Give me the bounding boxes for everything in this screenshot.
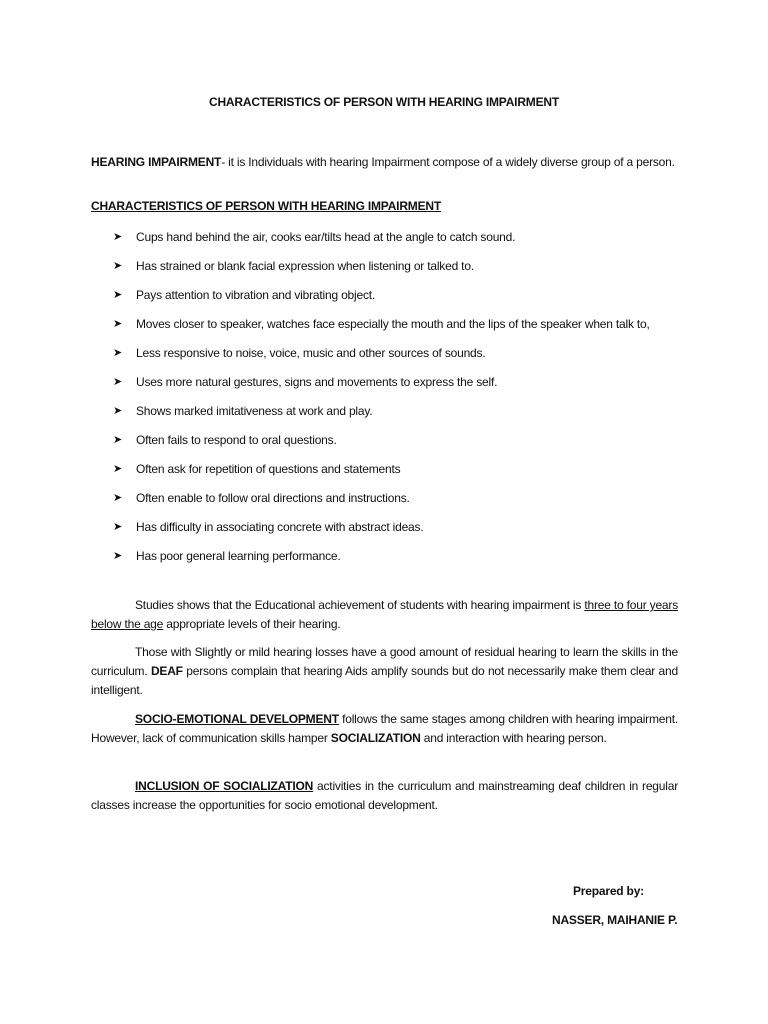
hearing-loss-text-end: persons complain that hearing Aids amplify sounds but do not necessarily make them clear and intelligent. bbox=[91, 664, 678, 697]
author-name: NASSER, MAIHANIE P. bbox=[552, 913, 678, 927]
inclusion-term: INCLUSION OF SOCIALIZATION bbox=[135, 779, 314, 793]
deaf-term: DEAF bbox=[150, 664, 183, 678]
list-item bbox=[0, 547, 681, 566]
hearing-loss-paragraph bbox=[91, 643, 678, 700]
inclusion-paragraph bbox=[91, 777, 678, 815]
arrow-bullet-icon: ➤ bbox=[113, 347, 123, 359]
list-item-text: Often enable to follow oral directions and instructions. bbox=[136, 491, 410, 505]
document-title: CHARACTERISTICS OF PERSON WITH HEARING IMPAIRMENT bbox=[209, 95, 559, 109]
socio-emotional-paragraph bbox=[91, 710, 678, 748]
list-item-text: Shows marked imitativeness at work and play. bbox=[136, 404, 373, 418]
arrow-bullet-icon: ➤ bbox=[113, 231, 123, 243]
list-item bbox=[0, 489, 681, 508]
list-item-text: Cups hand behind the air, cooks ear/tilts head at the angle to catch sound. bbox=[136, 230, 516, 244]
list-item bbox=[0, 257, 681, 276]
list-item-text: Uses more natural gestures, signs and movements to express the self. bbox=[136, 375, 498, 389]
arrow-bullet-icon: ➤ bbox=[113, 318, 123, 330]
definition-paragraph bbox=[91, 153, 681, 172]
list-item bbox=[0, 402, 681, 421]
arrow-bullet-icon: ➤ bbox=[113, 289, 123, 301]
list-item bbox=[0, 315, 681, 334]
list-item bbox=[0, 286, 681, 305]
socio-emotional-text-end: and interaction with hearing person. bbox=[420, 731, 607, 745]
achievement-paragraph bbox=[91, 596, 678, 634]
definition-text: - it is Individuals with hearing Impairment compose of a widely diverse group of a person. bbox=[221, 155, 675, 169]
arrow-bullet-icon: ➤ bbox=[113, 550, 123, 562]
socio-emotional-term: SOCIO-EMOTIONAL DEVELOPMENT bbox=[135, 712, 339, 726]
achievement-text: Studies shows that the Educational achievement of students with hearing impairment is bbox=[135, 598, 585, 612]
definition-term: HEARING IMPAIRMENT bbox=[91, 155, 222, 169]
list-item bbox=[0, 228, 681, 247]
arrow-bullet-icon: ➤ bbox=[113, 405, 123, 417]
characteristics-list bbox=[0, 228, 768, 576]
hearing-loss-text: Those with Slightly or mild hearing losses have a good amount of residual hearing to learn the skills in the curriculum. bbox=[91, 645, 678, 678]
list-item-text: Often fails to respond to oral questions. bbox=[136, 433, 337, 447]
list-item-text: Often ask for repetition of questions and statements bbox=[136, 462, 401, 476]
achievement-emphasis: three to four years below the age bbox=[91, 598, 678, 631]
list-item-text: Pays attention to vibration and vibrating object. bbox=[136, 288, 376, 302]
list-item-text: Moves closer to speaker, watches face especially the mouth and the lips of the speaker when talk to, bbox=[136, 317, 650, 331]
list-item bbox=[0, 344, 681, 363]
prepared-by-label: Prepared by: bbox=[573, 884, 644, 898]
section-heading: CHARACTERISTICS OF PERSON WITH HEARING IMPAIRMENT bbox=[91, 199, 441, 213]
list-item bbox=[0, 431, 681, 450]
arrow-bullet-icon: ➤ bbox=[113, 376, 123, 388]
arrow-bullet-icon: ➤ bbox=[113, 434, 123, 446]
list-item-text: Has strained or blank facial expression when listening or talked to. bbox=[136, 259, 474, 273]
arrow-bullet-icon: ➤ bbox=[113, 463, 123, 475]
list-item bbox=[0, 518, 681, 537]
achievement-text-end: appropriate levels of their hearing. bbox=[163, 617, 341, 631]
socio-emotional-text: follows the same stages among children with hearing impairment. However, lack of communication skills hamper bbox=[91, 712, 678, 745]
socialization-term: SOCIALIZATION bbox=[330, 731, 421, 745]
list-item bbox=[0, 460, 681, 479]
arrow-bullet-icon: ➤ bbox=[113, 260, 123, 272]
list-item bbox=[0, 373, 681, 392]
arrow-bullet-icon: ➤ bbox=[113, 492, 123, 504]
arrow-bullet-icon: ➤ bbox=[113, 521, 123, 533]
list-item-text: Has poor general learning performance. bbox=[136, 549, 341, 563]
list-item-text: Has difficulty in associating concrete with abstract ideas. bbox=[136, 520, 424, 534]
inclusion-text: activities in the curriculum and mainstreaming deaf children in regular classes increase the opportunities for socio emotional development. bbox=[91, 779, 678, 812]
list-item-text: Less responsive to noise, voice, music and other sources of sounds. bbox=[136, 346, 486, 360]
